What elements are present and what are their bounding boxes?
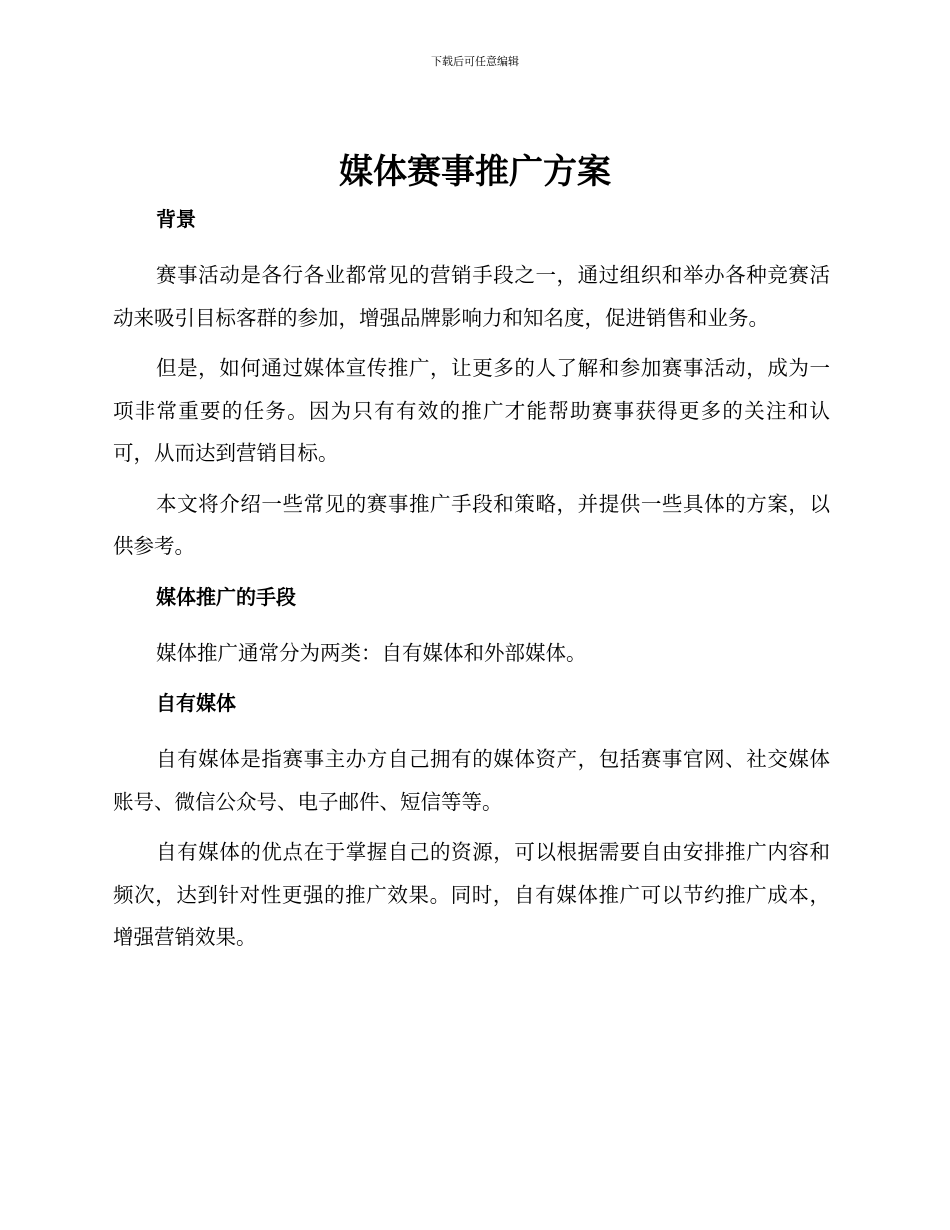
section-heading-owned-media: 自有媒体: [156, 691, 236, 715]
document-title: 媒体赛事推广方案: [339, 152, 611, 192]
section-heading-media-means: 媒体推广的手段: [156, 584, 296, 609]
paragraph: 但是，如何通过媒体宣传推广，让更多的人了解和参加赛事活动，成为一项非常重要的任务。因为只有有效的推广才能帮助赛事获得更多的关注和认可，从而达到营销目标。: [113, 356, 830, 465]
section-heading-background: 背景: [156, 207, 196, 231]
paragraph: 媒体推广通常分为两类：自有媒体和外部媒体。: [156, 640, 587, 665]
paragraph: 赛事活动是各行各业都常见的营销手段之一，通过组织和举办各种竞赛活动来吸引目标客群的参加，增强品牌影响力和知名度，促进销售和业务。: [113, 263, 830, 330]
document-body: [113, 198, 830, 967]
paragraph: 本文将介绍一些常见的赛事推广手段和策略，并提供一些具体的方案，以供参考。: [113, 491, 830, 558]
paragraph: 自有媒体的优点在于掌握自己的资源，可以根据需要自由安排推广内容和频次，达到针对性更强的推广效果。同时，自有媒体推广可以节约推广成本，增强营销效果。: [113, 840, 830, 949]
paragraph: 自有媒体是指赛事主办方自己拥有的媒体资产，包括赛事官网、社交媒体账号、微信公众号、电子邮件、短信等等。: [113, 747, 830, 814]
header-note: 下载后可任意编辑: [431, 55, 519, 68]
